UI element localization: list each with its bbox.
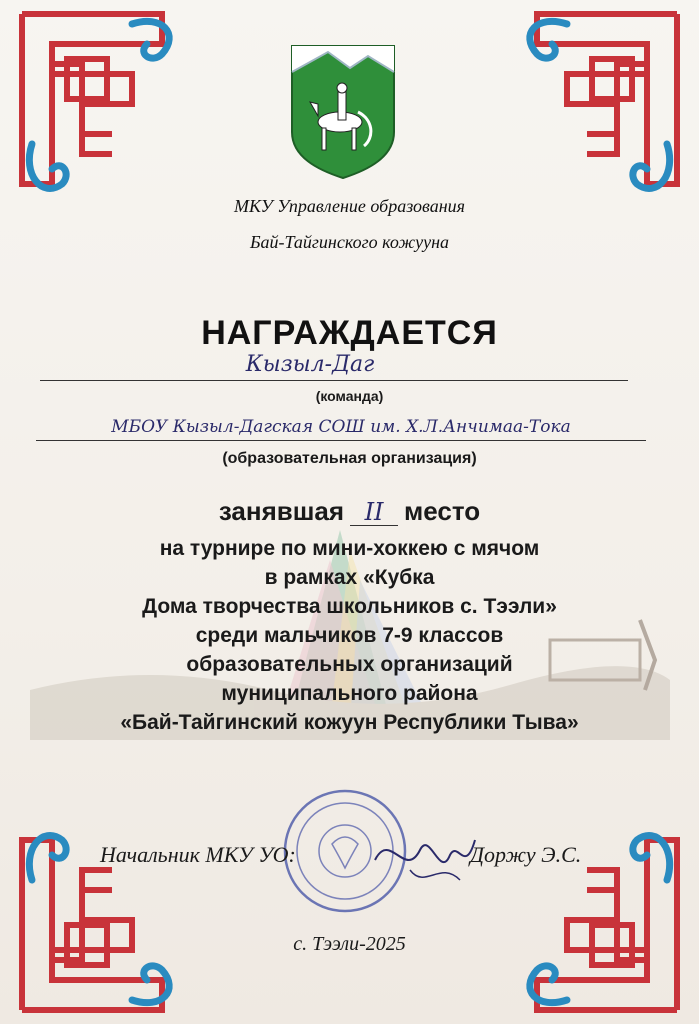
signatory-title: Начальник МКУ УО:	[100, 842, 296, 867]
signatory-name: Доржу Э.С.	[470, 842, 582, 867]
corner-ornament-top-right	[517, 4, 687, 204]
coat-of-arms-emblem	[288, 42, 398, 180]
organization-line-2: Бай-Тайгинского кожууна	[249, 232, 450, 252]
place-suffix: место	[404, 496, 481, 526]
description-line: в рамках «Кубка	[264, 566, 435, 589]
place-prefix: занявшая	[218, 496, 345, 526]
place-row	[0, 496, 699, 527]
team-underline	[40, 380, 628, 381]
place-and-year: с. Тээли-2025	[293, 933, 406, 955]
description-line: «Бай-Тайгинский кожуун Республики Тыва»	[120, 711, 579, 734]
team-name-handwritten: Кызыл-Даг	[245, 352, 375, 377]
school-name-handwritten: МБОУ Кызыл-Дагская СОШ им. Х.Л.Анчимаа-Тока	[111, 417, 571, 437]
description-line: среди мальчиков 7-9 классов	[195, 624, 504, 647]
signature-row	[0, 836, 699, 876]
school-underline	[36, 440, 646, 441]
description-line: Дома творчества школьников с. Тээли»	[142, 595, 557, 618]
award-description	[0, 534, 699, 737]
organization-line-1: МКУ Управление образования	[233, 196, 466, 216]
award-heading: НАГРАЖДАЕТСЯ	[201, 314, 498, 352]
corner-ornament-top-left	[12, 4, 182, 204]
description-line: образовательных организаций	[186, 653, 513, 676]
team-caption: (команда)	[315, 388, 384, 404]
description-line: муниципального района	[221, 682, 478, 705]
school-caption: (образовательная организация)	[222, 450, 477, 467]
place-value-handwritten: II	[350, 499, 398, 526]
description-line: на турнире по мини-хоккею с мячом	[159, 537, 540, 560]
